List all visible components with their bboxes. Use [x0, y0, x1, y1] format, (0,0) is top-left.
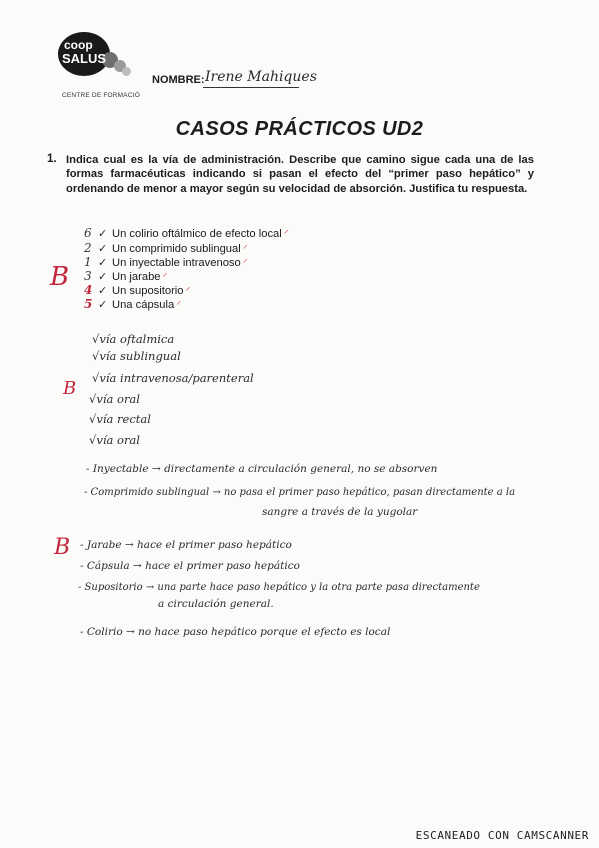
nombre-label: NOMBRE:: [152, 74, 205, 86]
list-item: [84, 255, 248, 269]
correction-mark-icon: ⸍: [242, 244, 248, 255]
correction-mark-icon: ⸍: [283, 229, 289, 240]
item-label: Una cápsula: [112, 299, 175, 311]
check-icon: ✓: [98, 271, 108, 283]
scanner-watermark: ESCANEADO CON CAMSCANNER: [415, 829, 589, 842]
list-item: [84, 226, 289, 240]
answer-line: - Cápsula → hace el primer paso hepático: [80, 560, 300, 572]
check-icon: ✓: [98, 285, 108, 297]
logo-text-bottom: SALUS: [62, 51, 107, 66]
correction-mark-icon: ⸍: [176, 300, 182, 311]
item-label: Un jarabe: [112, 271, 161, 283]
list-item: [84, 241, 248, 255]
item-label: Un inyectable intravenoso: [112, 257, 241, 269]
answer-line: - Comprimido sublingual → no pasa el primer paso hepático, pasan directamente a la: [84, 487, 516, 498]
answer-line: a circulación general.: [158, 598, 274, 610]
check-icon: ✓: [98, 228, 108, 240]
via-item: [89, 433, 140, 447]
check-icon: √: [89, 433, 97, 447]
page-title: CASOS PRÁCTICOS UD2: [175, 118, 424, 140]
via-text: vía oral: [96, 433, 140, 447]
via-item: [92, 349, 181, 363]
question-number: 1.: [47, 153, 57, 165]
via-item: [89, 392, 140, 406]
item-label: Un comprimido sublingual: [112, 243, 241, 255]
list-item: [84, 269, 168, 283]
answer-line: - Inyectable → directamente a circulación general, no se absorven: [86, 463, 438, 475]
answer-line: - Jarabe → hace el primer paso hepático: [80, 539, 292, 551]
grade-mark: B: [54, 535, 71, 560]
via-text: vía sublingual: [99, 349, 181, 363]
check-icon: √: [89, 412, 97, 426]
rank-number: 2: [84, 241, 92, 255]
item-label: Un colirio oftálmico de efecto local: [112, 228, 282, 240]
grade-mark: B: [50, 262, 70, 292]
via-text: vía rectal: [96, 412, 151, 426]
check-icon: √: [92, 332, 100, 346]
item-label: Un supositorio: [112, 285, 184, 297]
answer-line: - Supositorio → una parte hace paso hepático y la otra parte pasa directamente: [78, 582, 480, 593]
via-text: vía oftalmica: [99, 332, 175, 346]
via-item: [92, 371, 254, 385]
check-icon: √: [89, 392, 97, 406]
centre-label: CENTRE DE FORMACIÓ: [62, 92, 140, 99]
via-item: [92, 332, 174, 346]
answer-line: sangre a través de la yugolar: [262, 506, 418, 518]
via-text: vía intravenosa/parenteral: [99, 371, 254, 385]
nombre-value: Irene Mahiques: [205, 69, 317, 85]
check-icon: ✓: [98, 243, 108, 255]
rank-number: 6: [84, 226, 92, 240]
correction-mark-icon: ⸍: [185, 286, 191, 297]
logo-text-top: coop: [64, 38, 93, 52]
rank-number: 3: [84, 269, 92, 283]
nombre-underline: [203, 87, 299, 88]
via-text: vía oral: [96, 392, 140, 406]
rank-number: 5: [84, 297, 93, 311]
answer-line: - Colirio → no hace paso hepático porque el efecto es local: [80, 626, 391, 638]
correction-mark-icon: ⸍: [242, 258, 248, 269]
via-item: [89, 412, 151, 426]
coop-salus-logo: [58, 30, 148, 80]
check-icon: ✓: [98, 299, 108, 311]
question-text: Indica cual es la vía de administración. Describe que camino sigue cada una de las formas farmacéuticas indicando si pasan el efecto del “primer paso hepático” y ordenando de menor a mayor según su velocidad de absorción. Justifica tu respuesta.: [66, 154, 534, 195]
rank-number: 1: [84, 255, 92, 269]
grade-mark: B: [63, 378, 77, 399]
list-item: [84, 297, 181, 311]
list-item: [84, 283, 191, 297]
check-icon: √: [92, 349, 100, 363]
check-icon: √: [92, 371, 100, 385]
correction-mark-icon: ⸍: [162, 272, 168, 283]
check-icon: ✓: [98, 257, 108, 269]
rank-number: 4: [84, 283, 93, 297]
